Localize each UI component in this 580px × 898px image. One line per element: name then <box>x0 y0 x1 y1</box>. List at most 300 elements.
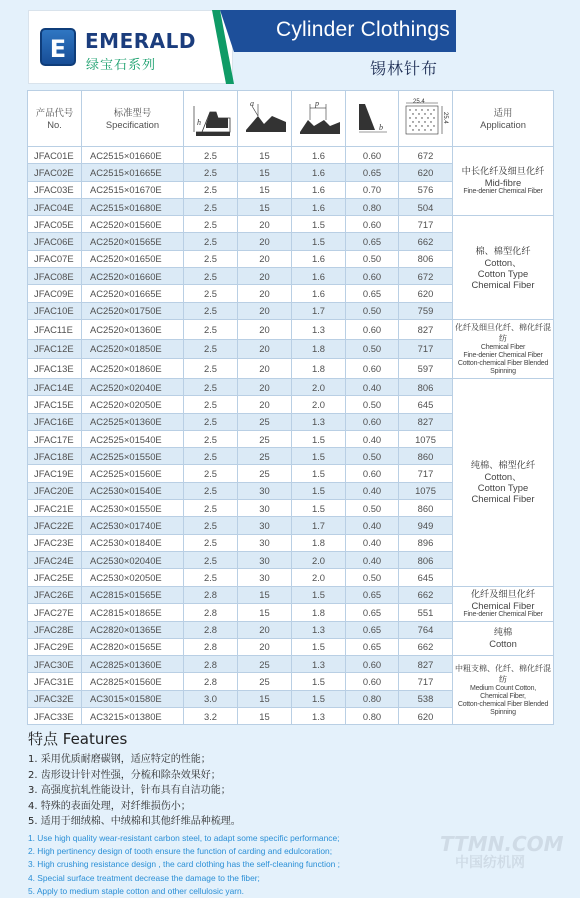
cell-base-width: 0.70 <box>346 181 399 198</box>
cell-density: 672 <box>399 268 453 285</box>
svg-text:a: a <box>249 98 254 108</box>
col-header-base-width <box>346 91 399 147</box>
cell-density: 672 <box>399 147 453 164</box>
application-cell <box>453 319 554 378</box>
cell-code: JFAC11E <box>28 319 82 339</box>
cell-angle: 15 <box>238 586 292 604</box>
cell-angle: 25 <box>238 430 292 447</box>
point-density-diagram-icon <box>402 98 450 138</box>
cell-pitch: 1.3 <box>292 413 346 430</box>
cell-spec: AC2525×01550E <box>82 448 184 465</box>
cell-spec: AC2530×01550E <box>82 500 184 517</box>
cell-base-width: 0.65 <box>346 586 399 604</box>
table-row <box>28 319 554 339</box>
cell-code: JFAC06E <box>28 233 82 250</box>
cell-angle: 20 <box>238 233 292 250</box>
features-cn-list <box>28 752 568 830</box>
cell-pitch: 1.5 <box>292 500 346 517</box>
cell-spec: AC2525×01360E <box>82 413 184 430</box>
application-en: Chemical Fiber <box>471 599 535 611</box>
cell-angle: 30 <box>238 517 292 534</box>
application-en: Fine-denier Chemical Fiber <box>463 351 543 359</box>
cell-base-width: 0.80 <box>346 198 399 215</box>
cell-code: JFAC04E <box>28 198 82 215</box>
cell-spec: AC2520×01660E <box>82 268 184 285</box>
cell-base-width: 0.65 <box>346 638 399 655</box>
cell-height: 2.5 <box>184 569 238 586</box>
feature-item-cn: 3. 高强度抗轧性能设计，针布具有自洁功能； <box>28 785 231 796</box>
cell-code: JFAC24E <box>28 551 82 568</box>
cell-height: 2.5 <box>184 482 238 499</box>
col-header-spec-cn: 标准型号 <box>113 106 152 118</box>
tooth-height-diagram-icon <box>188 98 234 138</box>
cell-spec: AC2515×01680E <box>82 198 184 215</box>
application-en: Fine-denier Chemical Fiber <box>463 188 543 196</box>
cell-pitch: 1.8 <box>292 339 346 359</box>
cell-density: 620 <box>399 164 453 181</box>
cell-pitch: 1.6 <box>292 268 346 285</box>
cell-spec: AC2530×01540E <box>82 482 184 499</box>
cell-density: 717 <box>399 216 453 233</box>
cell-spec: AC2530×02050E <box>82 569 184 586</box>
cell-density: 717 <box>399 465 453 482</box>
cell-angle: 15 <box>238 604 292 622</box>
table-row <box>28 656 554 673</box>
page-subtitle-cn: 锡林针布 <box>370 59 439 78</box>
cell-height: 2.8 <box>184 638 238 655</box>
application-en: Chemical Fiber <box>471 493 535 505</box>
cell-pitch: 1.5 <box>292 482 346 499</box>
cell-height: 2.5 <box>184 216 238 233</box>
cell-spec: AC2820×01565E <box>82 638 184 655</box>
cell-code: JFAC02E <box>28 164 82 181</box>
cell-angle: 25 <box>238 465 292 482</box>
cell-pitch: 1.3 <box>292 319 346 339</box>
cell-height: 2.5 <box>184 465 238 482</box>
cell-pitch: 1.3 <box>292 656 346 673</box>
cell-base-width: 0.50 <box>346 250 399 267</box>
cell-density: 662 <box>399 586 453 604</box>
col-header-app-cn: 适用 <box>493 106 513 118</box>
cell-base-width: 0.80 <box>346 690 399 707</box>
application-cn: 化纤及细旦化纤 <box>470 588 536 600</box>
spec-table-body <box>28 147 554 725</box>
cell-spec: AC2520×02040E <box>82 378 184 395</box>
watermark-text-cn: 中国纺机网 <box>455 855 525 871</box>
cell-spec: AC2525×01540E <box>82 430 184 447</box>
cell-height: 2.8 <box>184 604 238 622</box>
cell-density: 827 <box>399 656 453 673</box>
watermark-text: TTMN.COM <box>440 832 564 856</box>
cell-spec: AC2825×01360E <box>82 656 184 673</box>
cell-base-width: 0.40 <box>346 482 399 499</box>
cell-height: 2.5 <box>184 359 238 379</box>
cell-angle: 15 <box>238 181 292 198</box>
cell-height: 2.8 <box>184 656 238 673</box>
application-en: Cotton-chemical Fiber Blended Spinning <box>457 359 549 375</box>
cell-base-width: 0.65 <box>346 285 399 302</box>
cell-angle: 15 <box>238 708 292 725</box>
cell-height: 2.5 <box>184 164 238 181</box>
cell-density: 504 <box>399 198 453 215</box>
cell-density: 764 <box>399 621 453 638</box>
col-header-application <box>453 91 554 147</box>
cell-code: JFAC23E <box>28 534 82 551</box>
cell-height: 3.2 <box>184 708 238 725</box>
cell-height: 2.5 <box>184 500 238 517</box>
cell-spec: AC2825×01560E <box>82 673 184 690</box>
cell-density: 827 <box>399 413 453 430</box>
features-title: 特点 Features <box>28 730 128 748</box>
brand-series-cn: 绿宝石系列 <box>86 58 157 73</box>
cell-spec: AC2530×01840E <box>82 534 184 551</box>
cell-angle: 20 <box>238 268 292 285</box>
cell-code: JFAC27E <box>28 604 82 622</box>
cell-base-width: 0.60 <box>346 656 399 673</box>
cell-pitch: 1.5 <box>292 465 346 482</box>
cell-spec: AC2520×01565E <box>82 233 184 250</box>
svg-text:p: p <box>314 98 319 108</box>
cell-height: 2.5 <box>184 250 238 267</box>
cell-pitch: 2.0 <box>292 378 346 395</box>
emerald-logo-icon <box>40 28 76 66</box>
cell-angle: 15 <box>238 147 292 164</box>
col-header-spec <box>82 91 184 147</box>
cell-code: JFAC16E <box>28 413 82 430</box>
cell-spec: AC2530×02040E <box>82 551 184 568</box>
cell-base-width: 0.40 <box>346 430 399 447</box>
cell-code: JFAC32E <box>28 690 82 707</box>
spec-table-container <box>27 90 553 722</box>
cell-base-width: 0.65 <box>346 621 399 638</box>
cell-height: 2.5 <box>184 551 238 568</box>
cell-height: 2.5 <box>184 396 238 413</box>
cell-base-width: 0.60 <box>346 673 399 690</box>
cell-spec: AC2525×01560E <box>82 465 184 482</box>
cell-pitch: 1.5 <box>292 430 346 447</box>
cell-pitch: 1.5 <box>292 216 346 233</box>
cell-spec: AC2520×01850E <box>82 339 184 359</box>
cell-angle: 20 <box>238 359 292 379</box>
cell-density: 860 <box>399 448 453 465</box>
cell-density: 1075 <box>399 430 453 447</box>
cell-pitch: 1.5 <box>292 690 346 707</box>
tooth-pitch-diagram-icon <box>296 98 342 138</box>
application-cell <box>453 586 554 621</box>
cell-angle: 25 <box>238 413 292 430</box>
cell-base-width: 0.50 <box>346 569 399 586</box>
cell-pitch: 1.7 <box>292 302 346 319</box>
cell-pitch: 1.6 <box>292 285 346 302</box>
cell-code: JFAC20E <box>28 482 82 499</box>
cell-spec: AC2820×01365E <box>82 621 184 638</box>
cell-code: JFAC12E <box>28 339 82 359</box>
cell-density: 860 <box>399 500 453 517</box>
page-title: Cylinder Clothings <box>275 18 450 41</box>
cell-density: 551 <box>399 604 453 622</box>
col-header-app-en: Application <box>480 118 526 130</box>
table-row <box>28 586 554 604</box>
cell-height: 2.5 <box>184 302 238 319</box>
cell-pitch: 2.0 <box>292 569 346 586</box>
cell-height: 2.8 <box>184 621 238 638</box>
feature-item-cn: 5. 适用于细绒棉、中绒棉和其他纤维品种梳理。 <box>28 816 241 827</box>
cell-pitch: 1.5 <box>292 638 346 655</box>
cell-angle: 20 <box>238 285 292 302</box>
cell-height: 2.5 <box>184 378 238 395</box>
cell-pitch: 1.8 <box>292 534 346 551</box>
cell-pitch: 1.6 <box>292 250 346 267</box>
cell-base-width: 0.65 <box>346 233 399 250</box>
cell-height: 3.0 <box>184 690 238 707</box>
cell-angle: 30 <box>238 534 292 551</box>
application-en: Cotton、 <box>484 471 522 483</box>
cell-density: 806 <box>399 551 453 568</box>
application-cn: 纯棉 <box>493 627 513 639</box>
cell-code: JFAC22E <box>28 517 82 534</box>
cell-density: 620 <box>399 708 453 725</box>
application-en: Cotton、 <box>484 256 522 268</box>
application-cell <box>453 216 554 320</box>
cell-density: 645 <box>399 396 453 413</box>
cell-density: 597 <box>399 359 453 379</box>
feature-item-cn: 4. 特殊的表面处理，对纤维损伤小； <box>28 800 191 812</box>
application-cn: 中粗支棉、化纤、棉化纤混纺 <box>455 664 551 685</box>
feature-item-en: 4. Special surface treatment decrease the damage to the fiber; <box>28 872 260 883</box>
application-en: Cotton Type <box>477 267 529 279</box>
cell-spec: AC2520×01860E <box>82 359 184 379</box>
application-en: Medium Count Cotton, <box>469 685 537 693</box>
cell-code: JFAC01E <box>28 147 82 164</box>
cell-angle: 20 <box>238 319 292 339</box>
cell-angle: 20 <box>238 638 292 655</box>
application-cell <box>453 656 554 725</box>
cell-base-width: 0.60 <box>346 147 399 164</box>
cell-density: 717 <box>399 339 453 359</box>
svg-text:b: b <box>379 122 383 132</box>
cell-density: 896 <box>399 534 453 551</box>
cell-spec: AC2520×01665E <box>82 285 184 302</box>
cell-angle: 20 <box>238 250 292 267</box>
density-height-label: 25.4 <box>441 111 448 124</box>
cell-pitch: 1.6 <box>292 181 346 198</box>
cell-spec: AC2520×01560E <box>82 216 184 233</box>
cell-base-width: 0.60 <box>346 216 399 233</box>
brand-name: EMERALD <box>85 29 196 53</box>
cell-base-width: 0.60 <box>346 319 399 339</box>
cell-angle: 30 <box>238 569 292 586</box>
cell-density: 806 <box>399 378 453 395</box>
cell-density: 620 <box>399 285 453 302</box>
cell-density: 949 <box>399 517 453 534</box>
cell-code: JFAC15E <box>28 396 82 413</box>
cell-angle: 30 <box>238 482 292 499</box>
svg-text:h: h <box>196 117 201 127</box>
cell-pitch: 1.8 <box>292 359 346 379</box>
cell-base-width: 0.40 <box>346 378 399 395</box>
cell-height: 2.5 <box>184 233 238 250</box>
application-en: Chemical Fiber, <box>480 693 526 701</box>
col-header-height <box>184 91 238 147</box>
cell-code: JFAC05E <box>28 216 82 233</box>
table-row <box>28 621 554 638</box>
cell-density: 717 <box>399 673 453 690</box>
cell-pitch: 1.3 <box>292 708 346 725</box>
application-cell <box>453 621 554 656</box>
cell-height: 2.5 <box>184 147 238 164</box>
cell-base-width: 0.65 <box>346 164 399 181</box>
cell-code: JFAC13E <box>28 359 82 379</box>
tooth-angle-diagram-icon <box>242 98 288 138</box>
cell-height: 2.5 <box>184 413 238 430</box>
cell-pitch: 1.7 <box>292 517 346 534</box>
cell-angle: 30 <box>238 500 292 517</box>
cell-density: 662 <box>399 233 453 250</box>
cell-code: JFAC19E <box>28 465 82 482</box>
application-cn: 中长化纤及细旦化纤 <box>461 166 545 178</box>
cell-pitch: 1.8 <box>292 604 346 622</box>
feature-item-en: 3. High crushing resistance design , the card clothing has the self-cleaning function ; <box>28 859 340 870</box>
cell-angle: 20 <box>238 302 292 319</box>
cell-angle: 20 <box>238 216 292 233</box>
cell-pitch: 1.5 <box>292 233 346 250</box>
col-header-pitch <box>292 91 346 147</box>
cell-height: 2.8 <box>184 586 238 604</box>
application-en: Chemical Fiber <box>471 278 535 290</box>
cell-spec: AC3015×01580E <box>82 690 184 707</box>
feature-item-en: 2. High pertinency design of tooth ensure the function of carding and edulcoration; <box>28 845 333 856</box>
cell-spec: AC2515×01660E <box>82 147 184 164</box>
cell-angle: 25 <box>238 448 292 465</box>
application-cn: 纯棉、棉型化纤 <box>470 460 536 472</box>
cell-spec: AC2515×01665E <box>82 164 184 181</box>
features-section <box>28 728 568 898</box>
cell-height: 2.5 <box>184 268 238 285</box>
col-header-code-en: No. <box>47 118 62 130</box>
cell-spec: AC2815×01565E <box>82 586 184 604</box>
title-band <box>234 10 456 52</box>
cell-base-width: 0.50 <box>346 339 399 359</box>
cell-code: JFAC29E <box>28 638 82 655</box>
cell-angle: 25 <box>238 673 292 690</box>
cell-code: JFAC07E <box>28 250 82 267</box>
table-header-row <box>28 91 554 147</box>
table-row <box>28 216 554 233</box>
cell-density: 806 <box>399 250 453 267</box>
cell-angle: 20 <box>238 378 292 395</box>
cell-base-width: 0.50 <box>346 302 399 319</box>
application-en: Cotton-chemical Fiber Blended Spinning <box>457 701 549 717</box>
cell-density: 827 <box>399 319 453 339</box>
cell-angle: 15 <box>238 690 292 707</box>
cell-density: 662 <box>399 638 453 655</box>
feature-item-en: 5. Apply to medium staple cotton and other cellulosic yarn. <box>28 886 245 897</box>
application-cell <box>453 378 554 586</box>
cell-angle: 25 <box>238 656 292 673</box>
application-cell <box>453 147 554 216</box>
cell-angle: 20 <box>238 396 292 413</box>
cell-base-width: 0.60 <box>346 268 399 285</box>
application-cn: 棉、棉型化纤 <box>475 245 531 257</box>
cell-height: 2.5 <box>184 285 238 302</box>
application-en: Cotton Type <box>477 482 529 494</box>
cell-base-width: 0.40 <box>346 551 399 568</box>
table-row <box>28 147 554 164</box>
cell-code: JFAC28E <box>28 621 82 638</box>
cell-height: 2.5 <box>184 430 238 447</box>
col-header-angle <box>238 91 292 147</box>
cell-code: JFAC17E <box>28 430 82 447</box>
logo-letter: E <box>49 35 67 63</box>
col-header-code <box>28 91 82 147</box>
cell-height: 2.5 <box>184 198 238 215</box>
cell-code: JFAC26E <box>28 586 82 604</box>
cell-code: JFAC25E <box>28 569 82 586</box>
cell-code: JFAC30E <box>28 656 82 673</box>
cell-spec: AC2520×01360E <box>82 319 184 339</box>
cell-code: JFAC09E <box>28 285 82 302</box>
cell-code: JFAC10E <box>28 302 82 319</box>
cell-base-width: 0.40 <box>346 534 399 551</box>
density-width-label: 25.4 <box>412 98 425 105</box>
cell-base-width: 0.50 <box>346 500 399 517</box>
cell-height: 2.5 <box>184 534 238 551</box>
col-header-density <box>399 91 453 147</box>
cell-base-width: 0.60 <box>346 359 399 379</box>
base-width-diagram-icon <box>349 98 395 138</box>
cell-pitch: 1.6 <box>292 147 346 164</box>
application-en: Chemical Fiber <box>480 343 526 351</box>
cell-spec: AC2520×02050E <box>82 396 184 413</box>
feature-item-en: 1. Use high quality wear-resistant carbon steel, to adapt some specific performance; <box>28 832 340 843</box>
cell-angle: 20 <box>238 621 292 638</box>
cell-density: 576 <box>399 181 453 198</box>
page-header <box>0 0 580 90</box>
cell-code: JFAC08E <box>28 268 82 285</box>
cell-base-width: 0.80 <box>346 708 399 725</box>
cell-angle: 20 <box>238 339 292 359</box>
cell-code: JFAC31E <box>28 673 82 690</box>
cell-pitch: 1.5 <box>292 448 346 465</box>
cell-base-width: 0.50 <box>346 396 399 413</box>
cell-pitch: 2.0 <box>292 396 346 413</box>
feature-item-cn: 1. 采用优质耐磨碳钢，适应特定的性能； <box>28 754 211 765</box>
cell-code: JFAC18E <box>28 448 82 465</box>
cell-height: 2.5 <box>184 319 238 339</box>
cell-angle: 30 <box>238 551 292 568</box>
cell-density: 1075 <box>399 482 453 499</box>
application-en: Mid-fibre <box>484 177 522 189</box>
cell-code: JFAC14E <box>28 378 82 395</box>
cell-base-width: 0.60 <box>346 413 399 430</box>
cell-spec: AC3215×01380E <box>82 708 184 725</box>
cell-spec: AC2515×01670E <box>82 181 184 198</box>
cell-spec: AC2815×01865E <box>82 604 184 622</box>
feature-item-cn: 2. 齿形设计针对性强，分梳和除杂效果好； <box>28 769 221 781</box>
cell-pitch: 1.5 <box>292 586 346 604</box>
col-header-spec-en: Specification <box>105 118 160 130</box>
cell-code: JFAC21E <box>28 500 82 517</box>
cell-height: 2.5 <box>184 448 238 465</box>
cell-base-width: 0.40 <box>346 517 399 534</box>
cell-base-width: 0.50 <box>346 448 399 465</box>
cell-spec: AC2520×01750E <box>82 302 184 319</box>
application-en: Fine-denier Chemical Fiber <box>463 610 543 618</box>
cell-pitch: 1.5 <box>292 673 346 690</box>
cell-base-width: 0.65 <box>346 604 399 622</box>
cell-code: JFAC03E <box>28 181 82 198</box>
cell-code: JFAC33E <box>28 708 82 725</box>
